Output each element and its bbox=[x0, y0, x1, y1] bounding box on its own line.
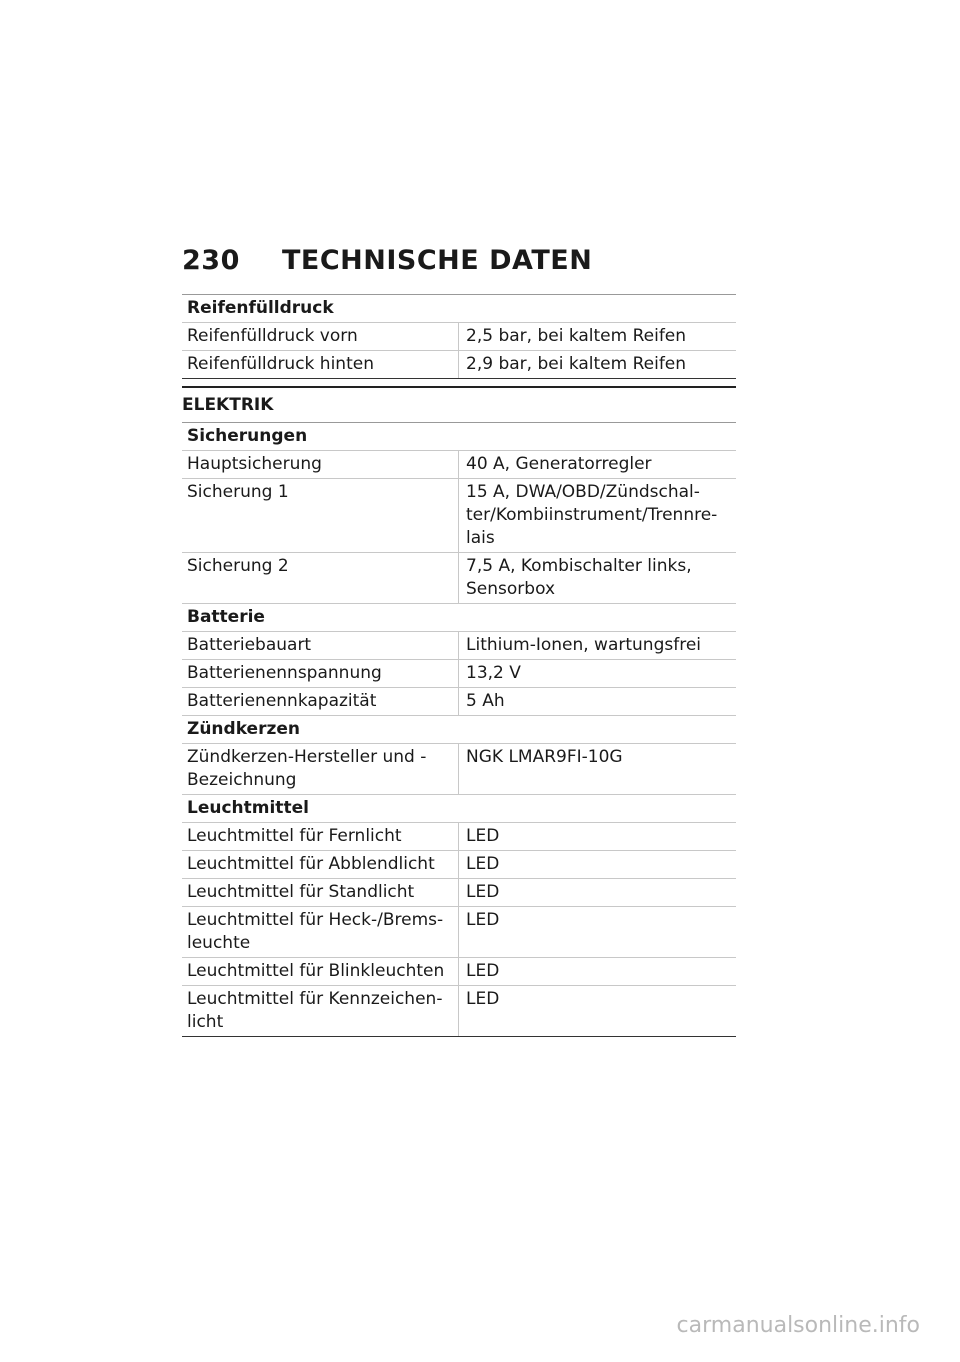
electrical-table bbox=[182, 422, 736, 1037]
row-value: 2,9 bar, bei kaltem Reifen bbox=[466, 354, 687, 374]
table-row bbox=[182, 660, 736, 688]
tire-pressure-table bbox=[182, 294, 736, 379]
row-label: Leuchtmittel für Abblendlicht bbox=[182, 851, 459, 878]
table-row bbox=[182, 958, 736, 986]
row-label: Sicherung 2 bbox=[182, 553, 459, 603]
table-row bbox=[182, 986, 736, 1037]
row-label: Leuchtmittel für Standlicht bbox=[182, 879, 459, 906]
table-row bbox=[182, 879, 736, 907]
row-label: Reifenfülldruck vorn bbox=[182, 323, 459, 350]
row-value: LED bbox=[466, 989, 500, 1009]
page-title: TECHNISCHE DATEN bbox=[282, 244, 593, 276]
row-value: LED bbox=[466, 961, 500, 981]
row-value: 2,5 bar, bei kaltem Reifen bbox=[466, 326, 687, 346]
row-value: LED bbox=[466, 882, 500, 902]
group-header-sicherungen: Sicherungen bbox=[182, 422, 736, 451]
table-row bbox=[182, 744, 736, 795]
row-label: Leuchtmittel für Heck-/Brems-leuchte bbox=[182, 907, 459, 957]
page-number: 230 bbox=[182, 244, 240, 276]
table-row bbox=[182, 632, 736, 660]
row-value: 13,2 V bbox=[466, 663, 521, 683]
group-header-reifenfuelldruck: Reifenfülldruck bbox=[182, 294, 736, 323]
row-label: Batteriebauart bbox=[182, 632, 459, 659]
row-label: Batterienennspannung bbox=[182, 660, 459, 687]
row-label: Leuchtmittel für Blinkleuchten bbox=[182, 958, 459, 985]
row-value: LED bbox=[466, 910, 500, 930]
row-label: Hauptsicherung bbox=[182, 451, 459, 478]
row-label: Leuchtmittel für Kennzeichen-licht bbox=[182, 986, 459, 1036]
row-value: NGK LMAR9FI-10G bbox=[466, 747, 623, 767]
group-header-zuendkerzen: Zündkerzen bbox=[182, 716, 736, 744]
row-value: 7,5 A, Kombischalter links, Sensorbox bbox=[466, 556, 692, 599]
table-row bbox=[182, 688, 736, 716]
table-row bbox=[182, 479, 736, 553]
table-row bbox=[182, 351, 736, 379]
row-value: 5 Ah bbox=[466, 691, 505, 711]
row-value: 15 A, DWA/OBD/Zündschal-ter/Kombiinstrument/Trennre-lais bbox=[466, 482, 718, 548]
table-row bbox=[182, 851, 736, 879]
row-label: Zündkerzen-Hersteller und -Bezeichnung bbox=[182, 744, 459, 794]
row-label: Reifenfülldruck hinten bbox=[182, 351, 459, 378]
table-row bbox=[182, 323, 736, 351]
row-value: Lithium-Ionen, wartungsfrei bbox=[466, 635, 702, 655]
row-label: Sicherung 1 bbox=[182, 479, 459, 552]
table-row bbox=[182, 451, 736, 479]
page-header bbox=[182, 240, 592, 280]
row-value: LED bbox=[466, 854, 500, 874]
section-title-elektrik: ELEKTRIK bbox=[182, 386, 736, 416]
group-header-leuchtmittel: Leuchtmittel bbox=[182, 795, 736, 823]
row-label: Batterienennkapazität bbox=[182, 688, 459, 715]
table-row bbox=[182, 907, 736, 958]
watermark: carmanualsonline.info bbox=[676, 1313, 920, 1338]
table-row bbox=[182, 823, 736, 851]
row-value: LED bbox=[466, 826, 500, 846]
row-value: 40 A, Generatorregler bbox=[466, 454, 652, 474]
table-row bbox=[182, 553, 736, 604]
row-label: Leuchtmittel für Fernlicht bbox=[182, 823, 459, 850]
group-header-batterie: Batterie bbox=[182, 604, 736, 632]
